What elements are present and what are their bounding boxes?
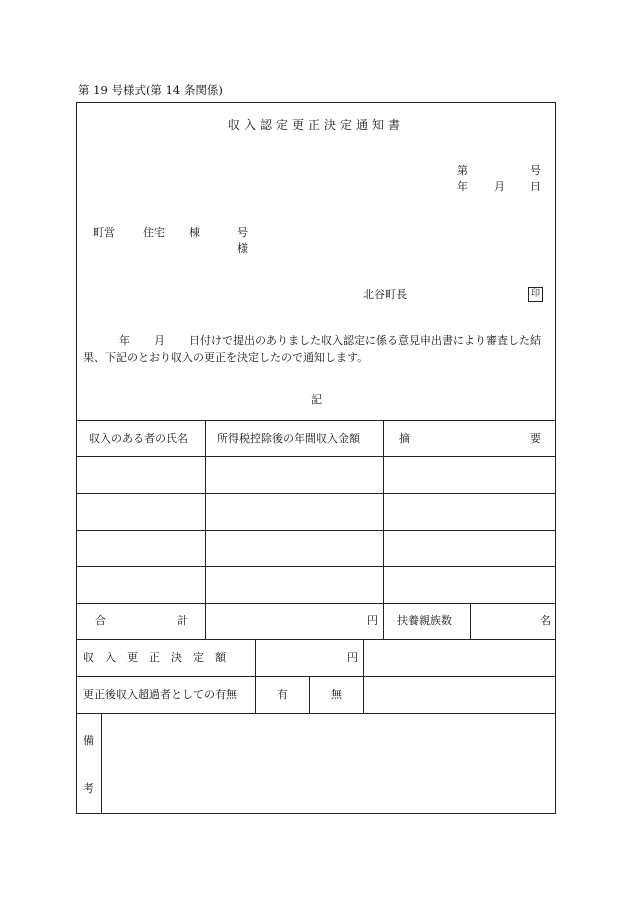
document-title: 収入認定更正決定通知書 [227,118,404,132]
excess-yes: 有 [277,688,288,701]
rule-total [77,639,555,640]
vrule-decided-value [363,639,364,713]
vrule-notes [101,713,102,813]
addressee-building: 棟 [189,226,200,239]
addressee-housing: 住宅 [143,226,165,239]
number-go: 号 [530,164,541,177]
vrule-col2 [383,420,384,639]
excess-label: 更正後収入超過者としての有無 [83,688,237,701]
dependents-label: 扶養親族数 [397,614,452,627]
total-label-2: 計 [177,614,188,627]
notice-body [83,332,551,366]
header-remarks-1: 摘 [399,432,410,445]
total-label-1: 合 [95,614,106,627]
date-month: 月 [494,180,505,193]
body-month: 月 [154,334,165,347]
rule-row1 [77,493,555,494]
date-year: 年 [457,180,468,193]
number-dai: 第 [457,164,468,177]
rule-excess [77,713,555,714]
date-day: 日 [530,180,541,193]
notes-label-2: 考 [83,782,94,795]
rule-decided [77,676,555,677]
rule-row4 [77,603,555,604]
header-name: 収入のある者の氏名 [89,432,188,445]
vrule-dependents [470,603,471,639]
form-label: 第 19 号様式(第 14 条関係) [78,83,223,97]
rule-row2 [77,530,555,531]
seal-box: 印 [528,287,543,302]
body-text: 日付けで提出のありました収入認定に係る意見申出書により審査した結果、下記のとおり収入の更正を決定したので通知します。 [83,334,541,364]
total-yen: 円 [367,614,378,627]
rule-table-top [77,420,555,421]
decided-label: 収入更正決定額 [83,651,237,664]
header-remarks-2: 要 [530,432,541,445]
form-frame [76,102,556,814]
addressee-number: 号 [237,226,248,239]
addressee-town: 町営 [93,226,115,239]
rule-row3 [77,566,555,567]
vrule-col1 [205,420,206,639]
seal-mark [528,287,543,302]
excess-no: 無 [331,688,342,701]
body-year: 年 [119,334,130,347]
addressee-honorific: 様 [237,242,248,255]
header-income: 所得税控除後の年間収入金額 [217,432,360,445]
notes-label-1: 備 [83,734,94,747]
dependents-unit: 名 [540,614,551,627]
vrule-excess-mid [309,676,310,713]
rule-header-bottom [77,456,555,457]
ki-label: 記 [311,393,322,406]
vrule-decided-label [255,639,256,713]
issuer-name: 北谷町長 [363,288,407,301]
decided-yen: 円 [347,651,358,664]
